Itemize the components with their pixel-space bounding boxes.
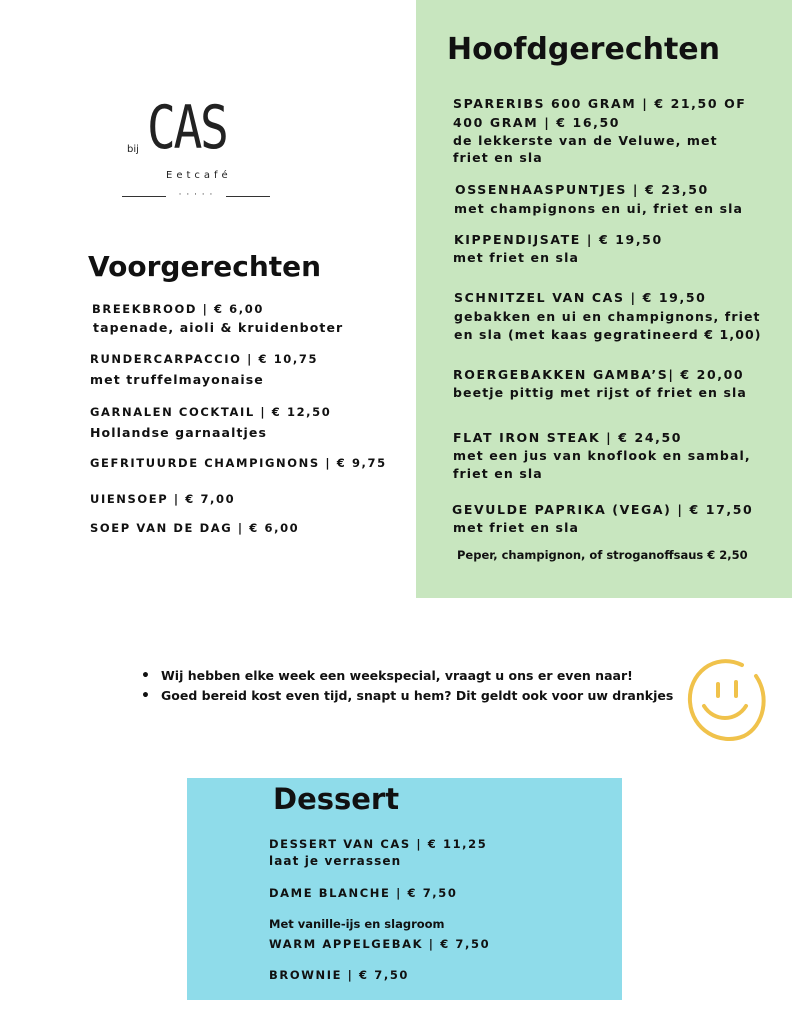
note-preparation-time: • Goed bereid kost even tijd, snapt u hem? Dit geldt ook voor uw drankjes (161, 688, 673, 703)
starter-name: RUNDERCARPACCIO | € 10,75 (90, 352, 319, 366)
main-desc: met friet en sla (453, 520, 580, 535)
dessert-name: DAME BLANCHE | € 7,50 (269, 886, 458, 900)
mains-title: Hoofdgerechten (447, 32, 721, 67)
starter-desc: met truffelmayonaise (90, 372, 264, 387)
main-desc: friet en sla (453, 466, 543, 481)
main-name: FLAT IRON STEAK | € 24,50 (453, 430, 683, 445)
dessert-name: DESSERT VAN CAS | € 11,25 (269, 837, 488, 851)
main-name: SCHNITZEL VAN CAS | € 19,50 (454, 290, 707, 305)
dessert-name: BROWNIE | € 7,50 (269, 968, 410, 982)
main-name: OSSENHAASPUNTJES | € 23,50 (455, 182, 709, 197)
logo-prefix: bij (127, 144, 139, 155)
starter-name: GEFRITUURDE CHAMPIGNONS | € 9,75 (90, 456, 387, 470)
dessert-extra: Met vanille-ijs en slagroom (269, 917, 445, 931)
logo-divider (122, 190, 270, 200)
dessert-desc: laat je verrassen (269, 854, 402, 868)
logo-name: CAS (147, 93, 227, 163)
main-desc: met een jus van knoflook en sambal, (453, 448, 751, 463)
starter-desc: Hollandse garnaaltjes (90, 425, 268, 440)
note-weekspecial: • Wij hebben elke week een weekspecial, vraagt u ons er even naar! (161, 668, 633, 683)
starter-desc: tapenade, aioli & kruidenboter (93, 320, 344, 335)
starters-title: Voorgerechten (88, 250, 322, 283)
main-desc: gebakken en ui en champignons, friet (454, 309, 761, 324)
logo-subtitle: Eetcafé (166, 170, 232, 181)
main-name: ROERGEBAKKEN GAMBA’S| € 20,00 (453, 367, 745, 382)
main-desc: met friet en sla (453, 250, 580, 265)
smiley-face-icon (684, 656, 768, 746)
main-name: SPARERIBS 600 GRAM | € 21,50 OF (453, 96, 747, 111)
main-name: KIPPENDIJSATE | € 19,50 (454, 232, 663, 247)
starter-name: SOEP VAN DE DAG | € 6,00 (90, 521, 300, 535)
dessert-title: Dessert (273, 782, 400, 816)
starter-name: GARNALEN COCKTAIL | € 12,50 (90, 405, 332, 419)
starter-name: BREEKBROOD | € 6,00 (92, 302, 264, 316)
main-desc: de lekkerste van de Veluwe, met (453, 133, 718, 148)
main-name: 400 GRAM | € 16,50 (453, 115, 621, 130)
main-name: GEVULDE PAPRIKA (VEGA) | € 17,50 (452, 502, 754, 517)
starter-name: UIENSOEP | € 7,00 (90, 492, 236, 506)
main-desc: en sla (met kaas gegratineerd € 1,00) (454, 327, 762, 342)
main-desc: beetje pittig met rijst of friet en sla (453, 385, 747, 400)
dessert-name: WARM APPELGEBAK | € 7,50 (269, 937, 491, 951)
main-desc: friet en sla (453, 150, 543, 165)
sauce-note: Peper, champignon, of stroganoffsaus € 2,50 (457, 548, 748, 562)
main-desc: met champignons en ui, friet en sla (454, 201, 744, 216)
logo-divider-dots: · · · · · (178, 190, 214, 200)
